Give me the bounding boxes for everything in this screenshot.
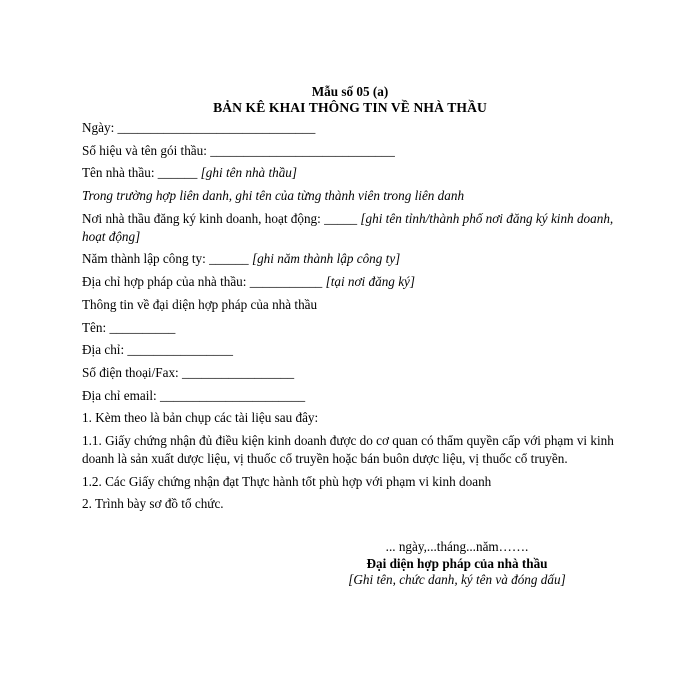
- legal-address-field: [82, 273, 618, 291]
- legal-address-label: Địa chỉ hợp pháp của nhà thầu: ___________: [82, 274, 326, 290]
- date-field: Ngày: ______________________________: [82, 120, 316, 135]
- attachment-item-1-2: 1.2. Các Giấy chứng nhận đạt Thực hành tốt phù hợp với phạm vi kinh doanh: [82, 473, 492, 489]
- package-field: Số hiệu và tên gói thầu: ____________________________: [82, 142, 395, 158]
- established-field: [82, 250, 618, 268]
- signature-block: [340, 539, 574, 589]
- signature-role: Đại diện hợp pháp của nhà thầu: [366, 555, 548, 571]
- rep-phone-field: Số điện thoại/Fax: _________________: [82, 364, 295, 380]
- contractor-name-note: [ghi tên nhà thầu]: [200, 165, 298, 181]
- registration-field: [82, 210, 618, 246]
- legal-address-note: [tại nơi đăng ký]: [325, 274, 416, 290]
- established-label: Năm thành lập công ty: ______: [82, 251, 252, 267]
- attachments-intro: 1. Kèm theo là bản chụp các tài liệu sau đây:: [82, 410, 319, 426]
- joint-venture-note: Trong trường hợp liên danh, ghi tên của từng thành viên trong liên danh: [82, 188, 465, 204]
- signature-note: [Ghi tên, chức danh, ký tên và đóng dấu]: [348, 572, 566, 587]
- contractor-name-field: [82, 164, 618, 182]
- registration-label: Nơi nhà thầu đăng ký kinh doanh, hoạt động: _____: [82, 210, 361, 226]
- document-body: [82, 119, 618, 518]
- rep-address-field: Địa chỉ: ________________: [82, 342, 233, 358]
- established-note: [ghi năm thành lập công ty]: [251, 251, 401, 267]
- attachment-item-1-1: 1.1. Giấy chứng nhận đủ điều kiện kinh doanh được do cơ quan có thẩm quyền cấp với phạm vi kinh doanh là sản xuất dược liệu, vị thuốc cổ truyền hoặc bán buôn dược liệu, vị thuốc cổ truyền.: [82, 432, 614, 466]
- document-title: BẢN KÊ KHAI THÔNG TIN VỀ NHÀ THẦU: [213, 100, 487, 115]
- attachment-item-2: 2. Trình bày sơ đồ tổ chức.: [82, 496, 224, 512]
- registration-note: [ghi tên tỉnh/thành phố nơi đăng ký kinh doanh, hoạt động]: [82, 210, 614, 244]
- rep-email-field: Địa chỉ email: ______________________: [82, 387, 306, 403]
- rep-info-heading: Thông tin về đại diện hợp pháp của nhà thầu: [82, 296, 318, 312]
- contractor-name-label: Tên nhà thầu: ______: [82, 165, 201, 181]
- signature-date-line: ... ngày,...tháng...năm…….: [385, 539, 529, 554]
- rep-name-field: Tên: __________: [82, 319, 176, 335]
- form-number: Mẫu số 05 (a): [311, 84, 389, 99]
